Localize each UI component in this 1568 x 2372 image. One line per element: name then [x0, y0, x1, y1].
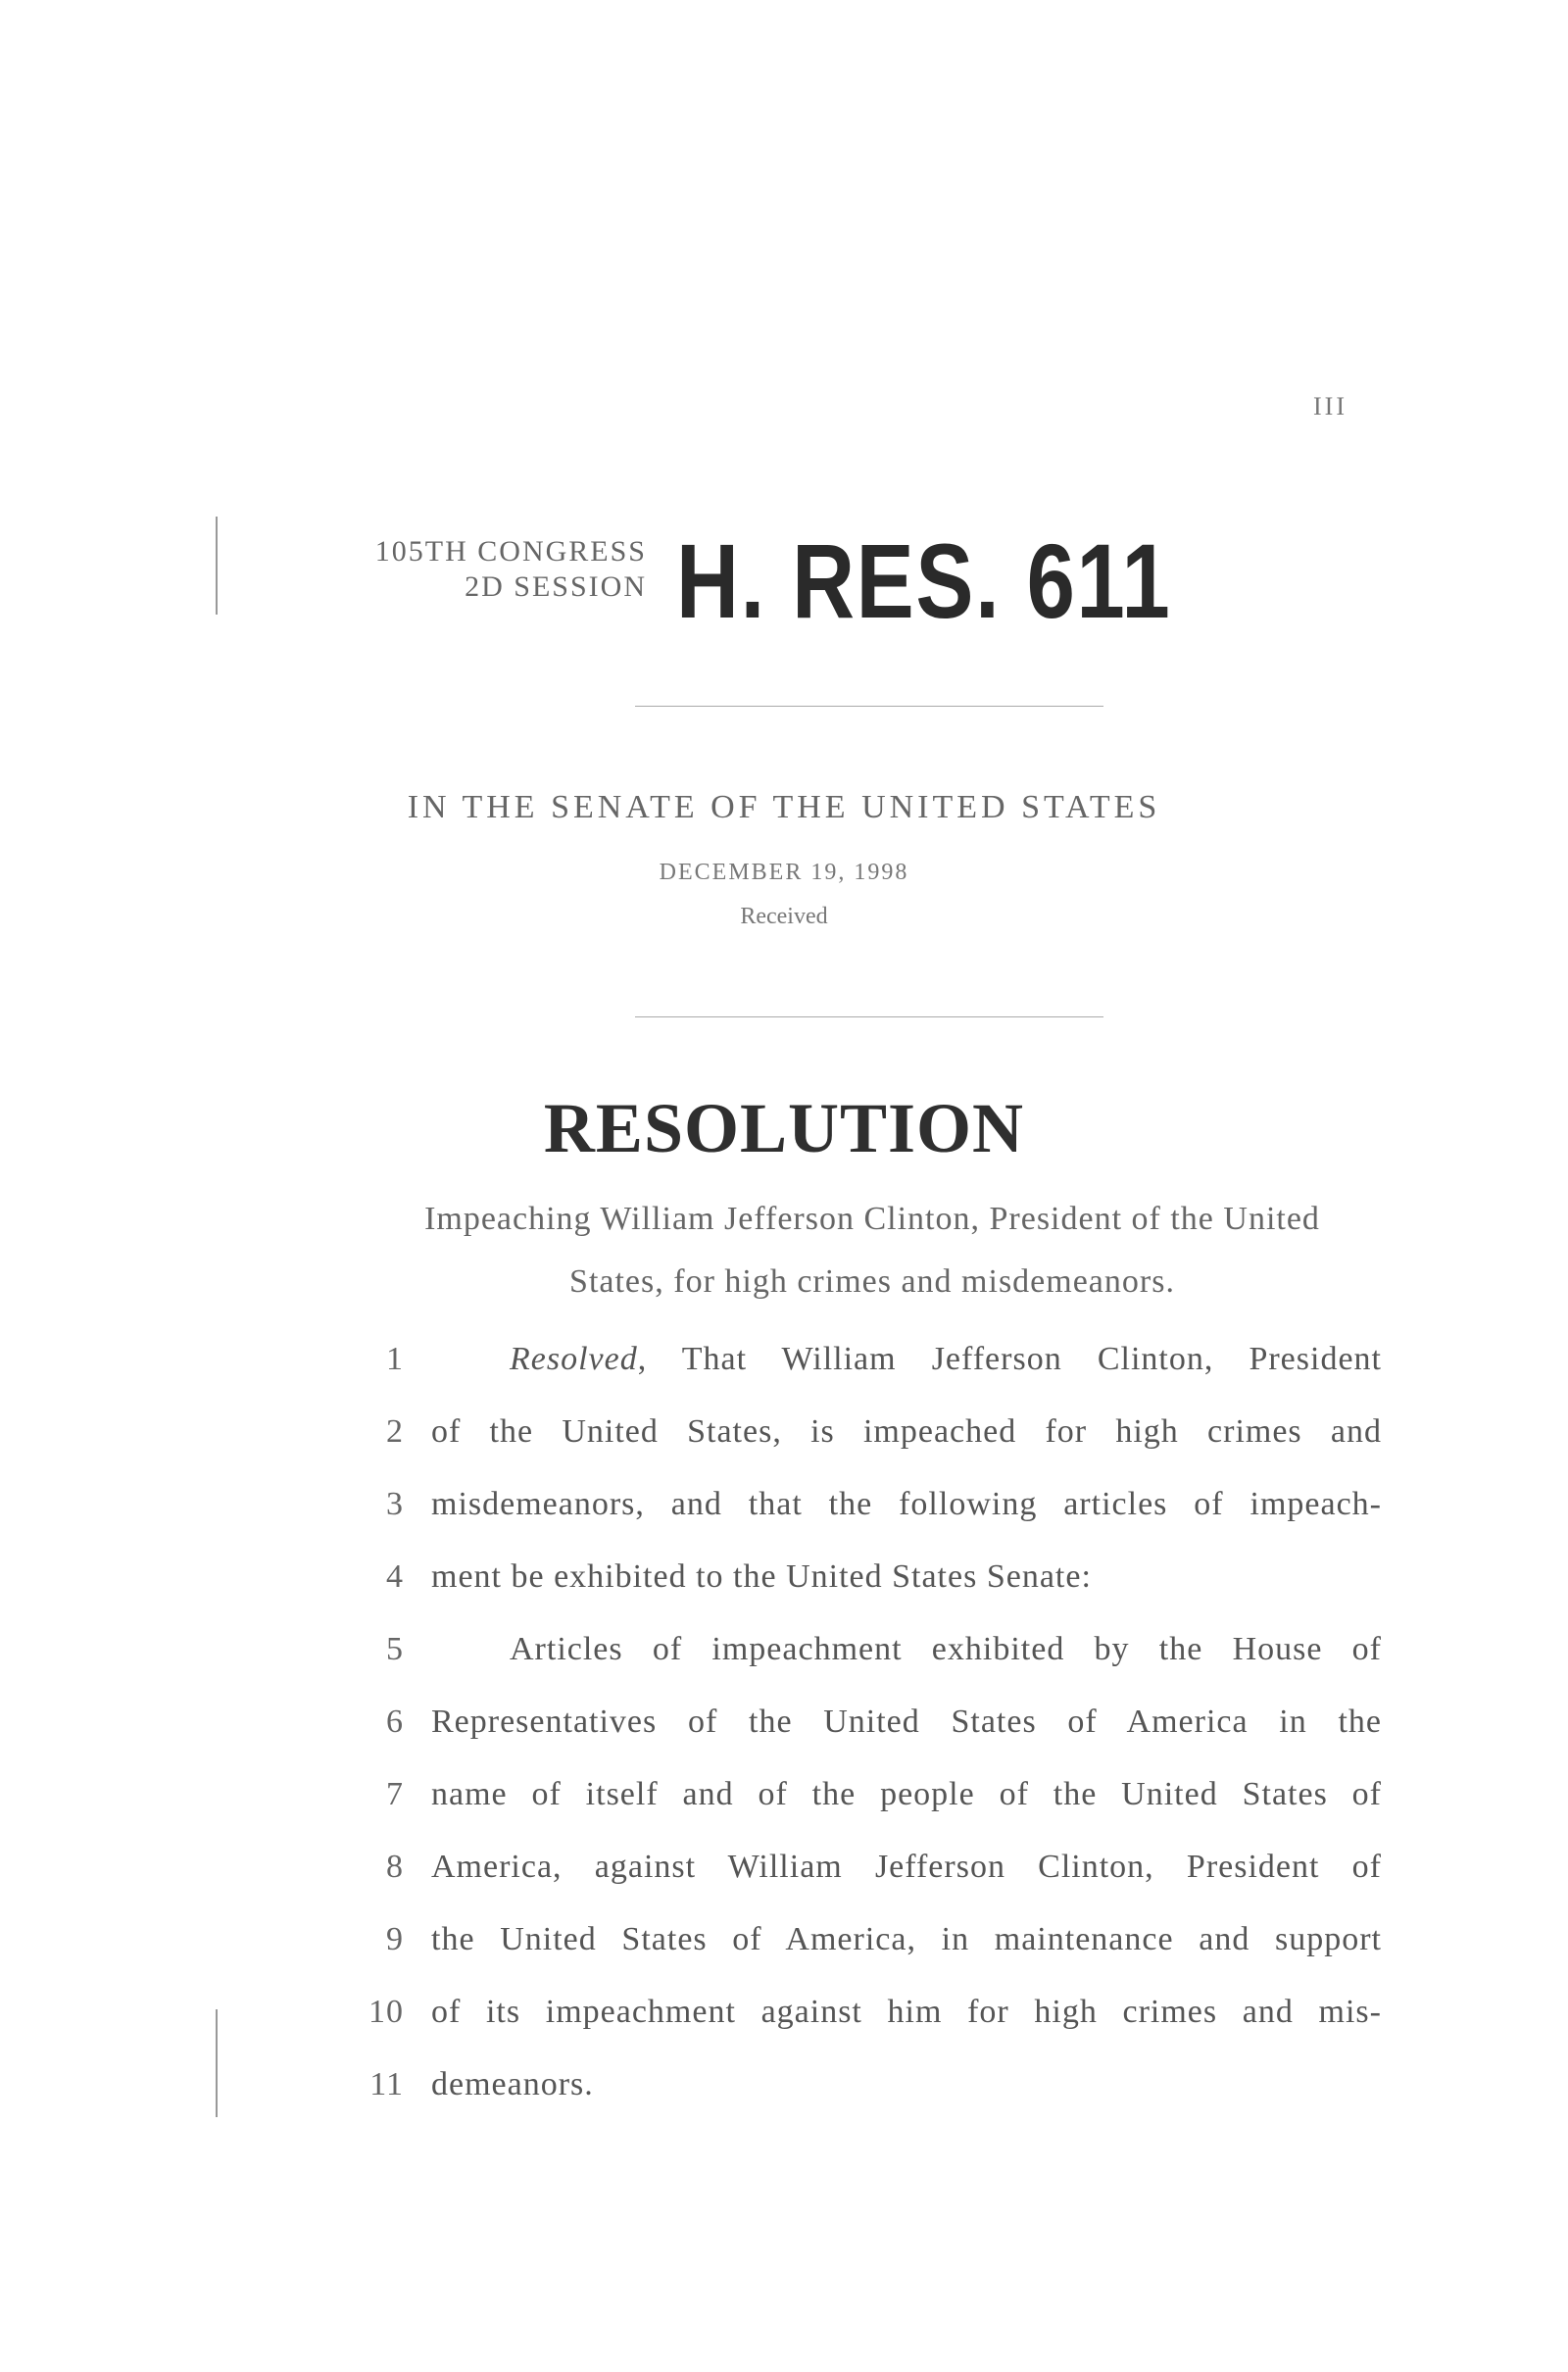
line-number: 4	[386, 1558, 404, 1595]
body-line	[353, 2066, 1382, 2139]
line-text: demeanors.	[431, 2066, 594, 2102]
line-number: 8	[386, 1849, 404, 1885]
divider-rule	[635, 1016, 1103, 1017]
line-text: name of itself and of the people of the United States of	[431, 1776, 1382, 1812]
congress-session-block	[363, 534, 647, 605]
scan-margin-mark	[210, 2009, 218, 2117]
date-line: DECEMBER 19, 1998	[659, 860, 909, 885]
line-text	[510, 1341, 1382, 1378]
bill-number: H. RES. 611	[676, 521, 1172, 640]
document-type-heading: RESOLUTION	[543, 1089, 1025, 1167]
body-line	[353, 1486, 1382, 1558]
line-number: 3	[386, 1486, 404, 1522]
body-line	[353, 1413, 1382, 1486]
line-number: 9	[386, 1921, 404, 1957]
line-number: 5	[386, 1631, 404, 1667]
line-text: misdemeanors, and that the following articles of impeach-	[431, 1486, 1382, 1522]
page-identifier: III	[1313, 392, 1348, 420]
body-line	[353, 1776, 1382, 1849]
status-line: Received	[740, 904, 828, 929]
body-line	[353, 1558, 1382, 1631]
line-text: of its impeachment against him for high crimes and mis-	[431, 1994, 1382, 2030]
line-text: Articles of impeachment exhibited by the House of	[510, 1631, 1382, 1667]
chamber-heading: IN THE SENATE OF THE UNITED STATES	[407, 789, 1161, 825]
line-text: Representatives of the United States of America in the	[431, 1704, 1382, 1740]
divider-rule	[635, 706, 1103, 707]
line-number: 7	[386, 1776, 404, 1812]
line-number: 6	[386, 1704, 404, 1740]
line-number: 11	[369, 2066, 404, 2102]
line-number: 1	[386, 1341, 404, 1377]
congress-label: 105TH CONGRESS	[374, 535, 647, 568]
line-text: of the United States, is impeached for high crimes and	[431, 1413, 1382, 1450]
body-line	[353, 1704, 1382, 1776]
line-text: the United States of America, in maintenance and support	[431, 1921, 1382, 1957]
purpose-statement: Impeaching William Jefferson Clinton, President of the United States, for high crimes and misdemeanors.	[424, 1201, 1320, 1300]
body-line	[353, 1994, 1382, 2066]
line-number: 2	[386, 1413, 404, 1450]
body-line	[353, 1849, 1382, 1921]
line-text: America, against William Jefferson Clinton, President of	[431, 1849, 1382, 1885]
body-line	[353, 1341, 1382, 1413]
scan-margin-mark	[210, 517, 218, 615]
line-text-rest: , That William Jefferson Clinton, President	[637, 1341, 1382, 1377]
line-number: 10	[368, 1994, 404, 2030]
body-line	[353, 1631, 1382, 1704]
session-label: 2D SESSION	[465, 570, 647, 603]
body-line	[353, 1921, 1382, 1994]
line-text: ment be exhibited to the United States Senate:	[431, 1558, 1092, 1595]
resolved-word: Resolved	[510, 1341, 638, 1377]
